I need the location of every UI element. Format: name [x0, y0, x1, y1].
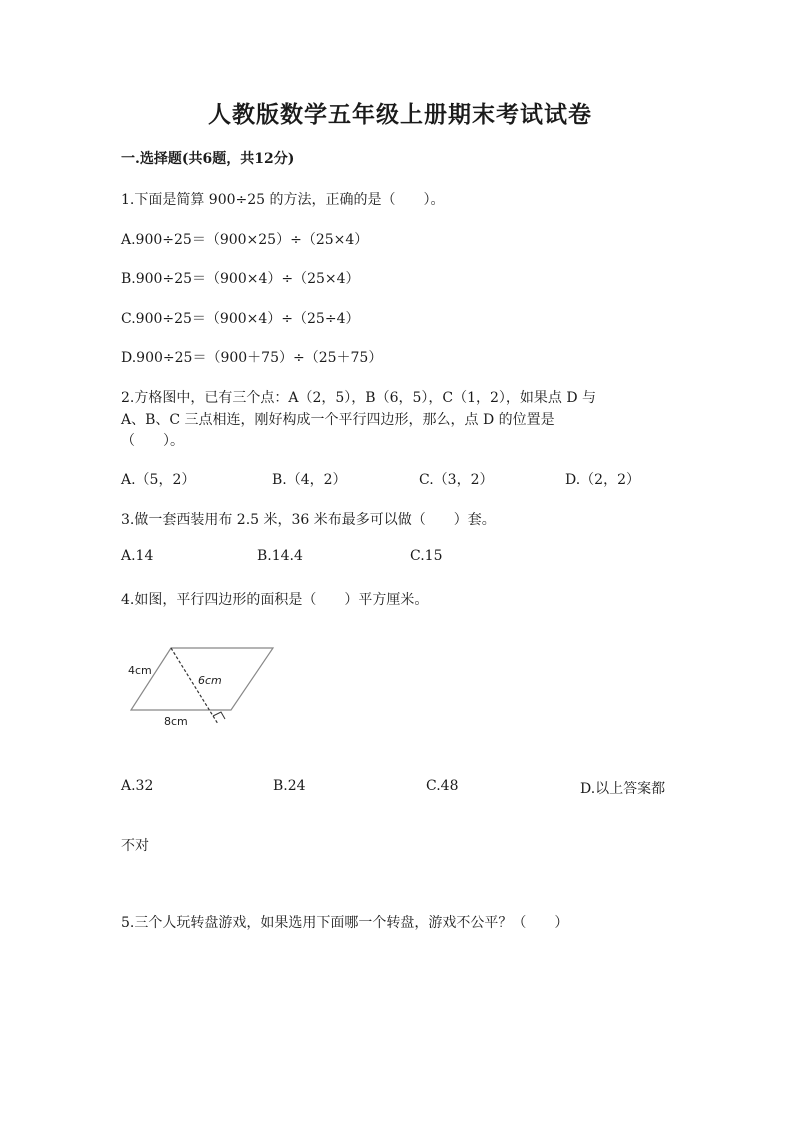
base-label: 8cm	[164, 715, 188, 728]
exam-title: 人教版数学五年级上册期末考试试卷	[208, 101, 592, 128]
section-heading: 一.选择题(共6题，共12分)	[121, 151, 295, 167]
side-label: 4cm	[128, 664, 152, 677]
q4-option-d: D.以上答案都	[580, 781, 666, 797]
q2-option-d: D.（2，2）	[565, 472, 640, 488]
height-label: 6cm	[198, 674, 222, 687]
q2-option-a: A.（5，2）	[121, 472, 196, 488]
q2-stem-line3: （ ）。	[121, 433, 184, 449]
q3-option-a: A.14	[121, 548, 154, 564]
q1-stem: 1.下面是简算 900÷25 的方法，正确的是（ ）。	[121, 192, 445, 208]
q1-option-b: B.900÷25＝（900×4）÷（25×4）	[121, 271, 360, 287]
q4-stem: 4.如图，平行四边形的面积是（ ）平方厘米。	[121, 592, 429, 608]
parallelogram-figure	[121, 636, 291, 736]
q2-option-c: C.（3，2）	[419, 472, 494, 488]
q5-stem: 5.三个人玩转盘游戏，如果选用下面哪一个转盘，游戏不公平？（ ）	[121, 915, 569, 931]
q4-option-a: A.32	[121, 778, 154, 794]
q1-option-c: C.900÷25＝（900×4）÷（25÷4）	[121, 311, 360, 327]
q2-stem-line2: A、B、C 三点相连，刚好构成一个平行四边形，那么，点 D 的位置是	[121, 412, 555, 428]
q4-option-d-wrap: 不对	[121, 838, 149, 854]
q1-option-a: A.900÷25＝（900×25）÷（25×4）	[121, 232, 369, 248]
q3-stem: 3.做一套西装用布 2.5 米，36 米布最多可以做（ ）套。	[121, 512, 496, 528]
q3-option-c: C.15	[410, 548, 443, 564]
q2-option-b: B.（4，2）	[272, 472, 347, 488]
q4-option-c: C.48	[426, 778, 459, 794]
q3-option-b: B.14.4	[257, 548, 303, 564]
q1-option-d: D.900÷25＝（900＋75）÷（25＋75）	[121, 350, 383, 366]
q2-stem-line1: 2.方格图中，已有三个点：A（2，5），B（6，5），C（1，2），如果点 D 与	[121, 390, 597, 406]
q4-option-b: B.24	[273, 778, 306, 794]
parallelogram-diagram	[121, 636, 291, 736]
